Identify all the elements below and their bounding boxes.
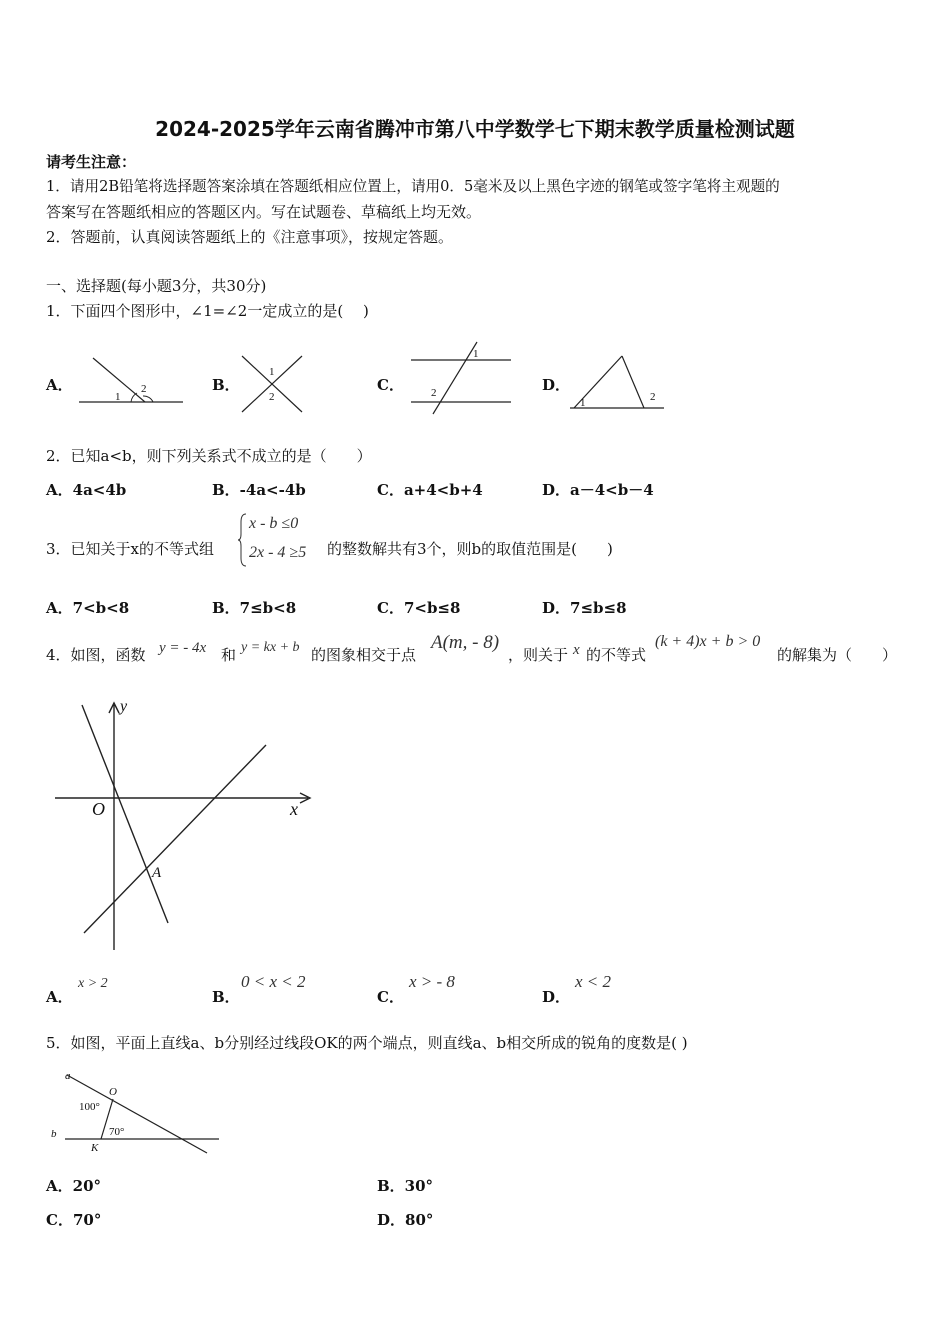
q1-figure-d — [568, 350, 668, 412]
q1d-label-2: 2 — [650, 391, 656, 403]
q4-stem-e: 的不等式 — [586, 646, 647, 664]
q1b-label-2: 2 — [269, 391, 275, 403]
q5-option-b[interactable]: B．30° — [377, 1177, 434, 1195]
q1-figure-b — [238, 350, 308, 416]
label-k: K — [91, 1142, 99, 1154]
notice-line-1: 1．请用2B铅笔将选择题答案涂填在答题纸相应位置上，请用0．5毫米及以上黑色字迹的钢笔或签字笔将主观题的 — [46, 178, 780, 195]
x-axis-label: x — [290, 799, 298, 819]
q2-option-b[interactable]: B．-4a<-4b — [212, 481, 306, 499]
point-a-label: A — [152, 865, 162, 881]
q4-option-d[interactable]: D． — [542, 988, 571, 1006]
label-o: O — [109, 1086, 117, 1098]
q4-function-1: y = - 4x — [159, 640, 207, 656]
q3-option-a[interactable]: A．7<b<8 — [46, 599, 130, 617]
notice-line-1b: 答案写在答题纸相应的答题区内。写在试题卷、草稿纸上均无效。 — [46, 203, 482, 221]
q4-answer-b: 0 < x < 2 — [241, 972, 306, 991]
q1-option-b[interactable]: B． — [212, 376, 240, 394]
q1c-label-2: 2 — [431, 387, 437, 399]
q4-option-b[interactable]: B． — [212, 988, 240, 1006]
q1b-label-1: 1 — [269, 366, 275, 378]
q4-answer-c: x > - 8 — [409, 972, 455, 991]
q1d-label-1: 1 — [580, 397, 586, 409]
q4-variable: x — [573, 642, 580, 658]
q3-inequality-1: x - b ≤0 — [249, 515, 299, 532]
angle-100: 100° — [79, 1101, 100, 1113]
q2-option-d[interactable]: D．a－4<b－4 — [542, 481, 654, 499]
q3-stem-post: 的整数解共有3个，则b的取值范围是( ) — [327, 540, 613, 558]
label-a: a — [65, 1070, 71, 1082]
line-a — [67, 1075, 207, 1153]
q5-option-c[interactable]: C．70° — [46, 1211, 102, 1229]
q2-option-a[interactable]: A．4a<4b — [46, 481, 127, 499]
q5-option-a[interactable]: A．20° — [46, 1177, 102, 1195]
q2-option-c[interactable]: C．a+4<b+4 — [377, 481, 483, 499]
page-title: 2024-2025学年云南省腾冲市第八中学数学七下期末教学质量检测试题 — [155, 117, 795, 141]
notice-line-2: 2．答题前，认真阅读答题纸上的《注意事项》，按规定答题。 — [46, 228, 454, 246]
q3-option-d[interactable]: D．7≤b≤8 — [542, 599, 627, 617]
q4-inequality: (k + 4)x + b > 0 — [655, 633, 761, 650]
q4-stem-f: 的解集为（ ） — [777, 646, 898, 664]
q1-option-c[interactable]: C． — [377, 376, 404, 394]
origin-label: O — [92, 799, 105, 819]
q4-answer-d: x < 2 — [575, 972, 612, 991]
q5-figure — [45, 1063, 225, 1158]
angle-70: 70° — [109, 1126, 125, 1138]
q1-figure-c — [405, 340, 517, 416]
q4-option-a[interactable]: A． — [46, 988, 73, 1006]
q4-option-c[interactable]: C． — [377, 988, 404, 1006]
q4-stem-b: 和 — [221, 646, 237, 664]
q1a-label-1: 1 — [115, 391, 121, 403]
q5-option-d[interactable]: D．80° — [377, 1211, 434, 1229]
q4-stem-d: ，则关于 — [508, 646, 569, 664]
q5-stem: 5．如图，平面上直线a、b分别经过线段OK的两个端点，则直线a、b相交所成的锐角的度数是( ) — [46, 1034, 688, 1052]
q2-stem: 2．已知a<b，则下列关系式不成立的是（ ） — [46, 447, 372, 465]
q4-function-2: y = kx + b — [241, 640, 300, 655]
label-b: b — [51, 1128, 57, 1140]
q4-point: A(m, - 8) — [431, 632, 500, 653]
q4-answer-a: x > 2 — [78, 976, 108, 991]
q4-stem-a: 4．如图，函数 — [46, 646, 146, 664]
q1c-label-1: 1 — [473, 348, 479, 360]
y-axis-label: y — [120, 698, 128, 715]
q4-graph — [50, 695, 320, 955]
section-heading: 一、选择题(每小题3分，共30分) — [46, 277, 267, 295]
q1-option-a[interactable]: A． — [46, 376, 73, 394]
q3-option-b[interactable]: B．7≤b<8 — [212, 599, 297, 617]
q3-inequality-2: 2x - 4 ≥5 — [249, 544, 307, 561]
q3-option-c[interactable]: C．7<b≤8 — [377, 599, 461, 617]
notice-heading: 请考生注意： — [46, 153, 137, 171]
q1-stem: 1．下面四个图形中，∠1=∠2一定成立的是( ) — [46, 302, 369, 320]
q3-brace — [238, 512, 248, 568]
q1a-label-2: 2 — [141, 383, 147, 395]
q3-stem-pre: 3．已知关于x的不等式组 — [46, 540, 215, 558]
q4-stem-c: 的图象相交于点 — [311, 646, 417, 664]
q1-option-d[interactable]: D． — [542, 376, 571, 394]
line-y-kx-b — [84, 745, 266, 933]
q1-figure-a — [75, 350, 187, 410]
